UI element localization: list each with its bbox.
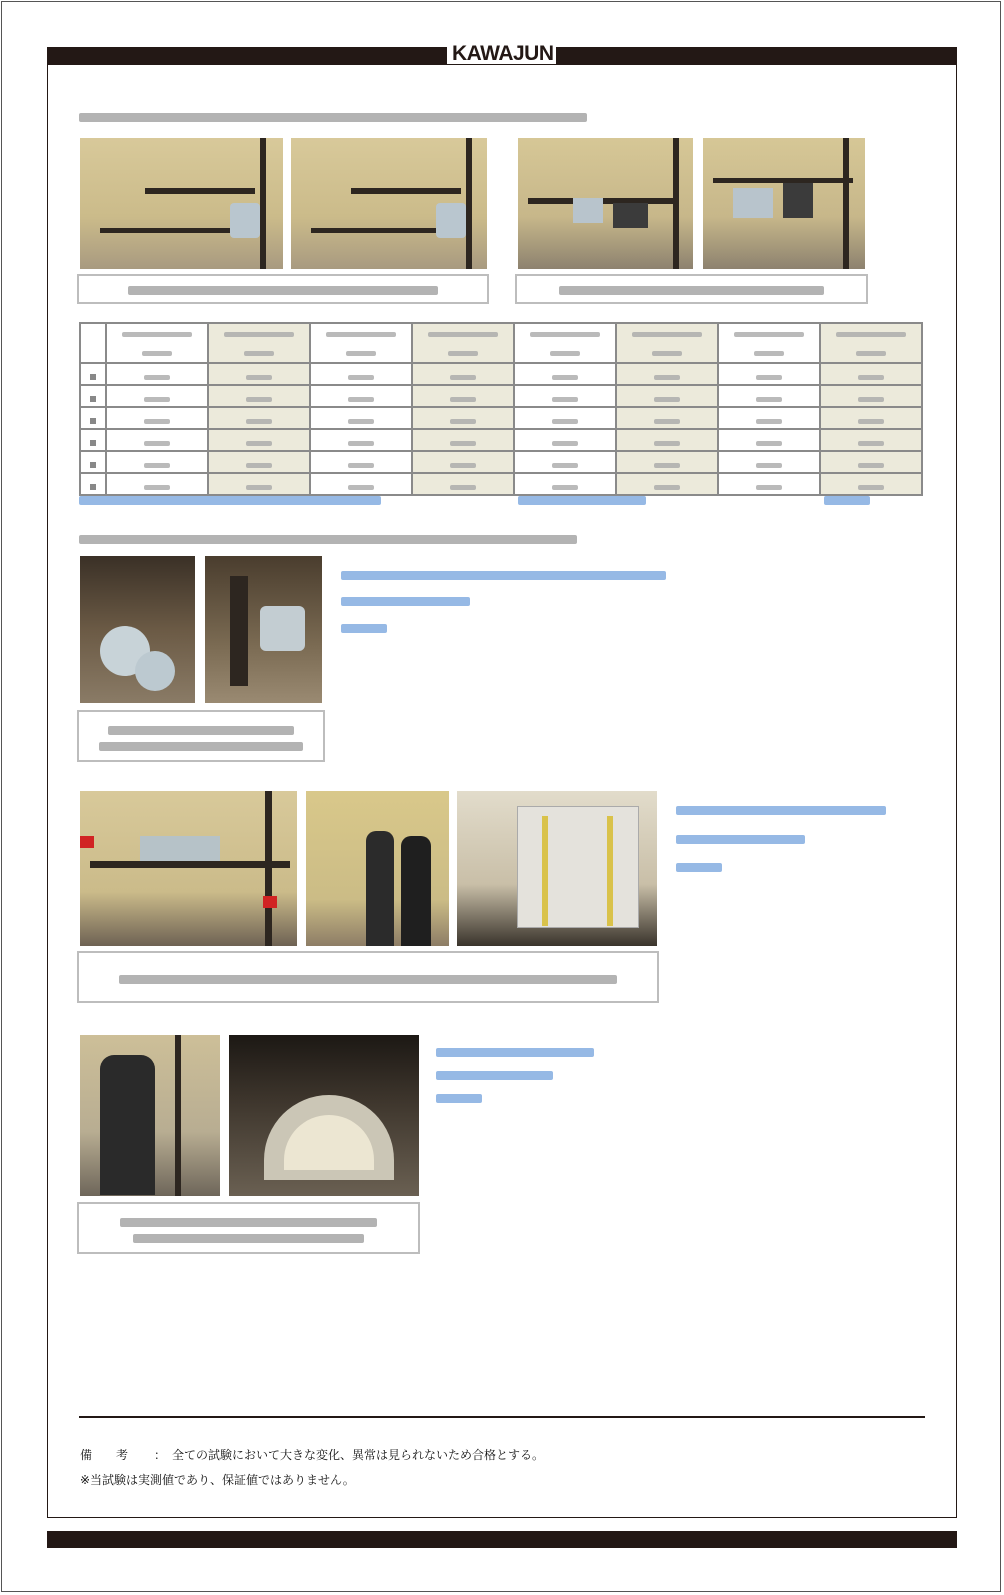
result-line bbox=[436, 1094, 482, 1103]
caption-text bbox=[120, 1218, 378, 1227]
result-line bbox=[341, 624, 387, 633]
header-bar-right bbox=[556, 47, 957, 64]
caption-text bbox=[133, 1234, 364, 1243]
caption-box-1a bbox=[77, 274, 489, 304]
table-note-left bbox=[79, 496, 381, 505]
caption-box-3 bbox=[77, 951, 659, 1003]
remark-line bbox=[80, 1446, 544, 1463]
photo-3a bbox=[80, 791, 297, 946]
caption-text bbox=[119, 975, 616, 984]
table-row bbox=[80, 363, 922, 385]
result-line bbox=[341, 597, 470, 606]
result-line bbox=[436, 1071, 553, 1080]
photo-4b bbox=[229, 1035, 419, 1196]
caption-box-2 bbox=[77, 710, 325, 762]
caption-text bbox=[559, 286, 824, 295]
photo-2a bbox=[80, 556, 195, 703]
table-corner-cell bbox=[80, 323, 106, 363]
table-row bbox=[80, 451, 922, 473]
table-header-cell bbox=[412, 323, 514, 363]
photo-3b bbox=[306, 791, 449, 946]
disclaimer-text: ※当試験は実測値であり、保証値ではありません。 bbox=[80, 1473, 355, 1487]
photo-2b bbox=[205, 556, 322, 703]
test-results-table bbox=[79, 322, 923, 496]
header-bar-left bbox=[47, 47, 447, 64]
section-1-heading bbox=[79, 113, 587, 122]
caption-box-4 bbox=[77, 1202, 420, 1254]
result-line bbox=[676, 806, 886, 815]
table-row bbox=[80, 429, 922, 451]
table-row bbox=[80, 385, 922, 407]
table-note-right bbox=[824, 496, 870, 505]
remark-separator: ： bbox=[154, 1448, 167, 1462]
footer-bar bbox=[47, 1531, 957, 1548]
caption-text bbox=[108, 726, 293, 735]
result-line bbox=[341, 571, 666, 580]
remark-label: 備 考 bbox=[80, 1448, 129, 1462]
table-header-cell bbox=[820, 323, 922, 363]
table-row bbox=[80, 473, 922, 495]
brand-logo: KAWAJUN bbox=[452, 42, 554, 65]
caption-text bbox=[99, 742, 304, 751]
table-header-cell bbox=[616, 323, 718, 363]
photo-3c bbox=[457, 791, 657, 946]
table-header-cell bbox=[514, 323, 616, 363]
table-header-cell bbox=[208, 323, 310, 363]
photo-1c bbox=[518, 138, 693, 269]
photo-1d bbox=[703, 138, 865, 269]
section-2-heading bbox=[79, 535, 577, 544]
remark-text: 全ての試験において大きな変化、異常は見られないため合格とする。 bbox=[172, 1448, 545, 1462]
table-header-row bbox=[80, 323, 922, 363]
table-header-cell bbox=[106, 323, 208, 363]
result-line bbox=[676, 863, 722, 872]
table-header-cell bbox=[310, 323, 412, 363]
caption-box-1b bbox=[515, 274, 868, 304]
result-line bbox=[676, 835, 805, 844]
result-line bbox=[436, 1048, 594, 1057]
table-row bbox=[80, 407, 922, 429]
caption-text bbox=[128, 286, 438, 295]
photo-4a bbox=[80, 1035, 220, 1196]
photo-1a bbox=[80, 138, 283, 269]
divider-line bbox=[79, 1416, 925, 1418]
table-note-middle bbox=[518, 496, 646, 505]
photo-1b bbox=[291, 138, 487, 269]
table-header-cell bbox=[718, 323, 820, 363]
